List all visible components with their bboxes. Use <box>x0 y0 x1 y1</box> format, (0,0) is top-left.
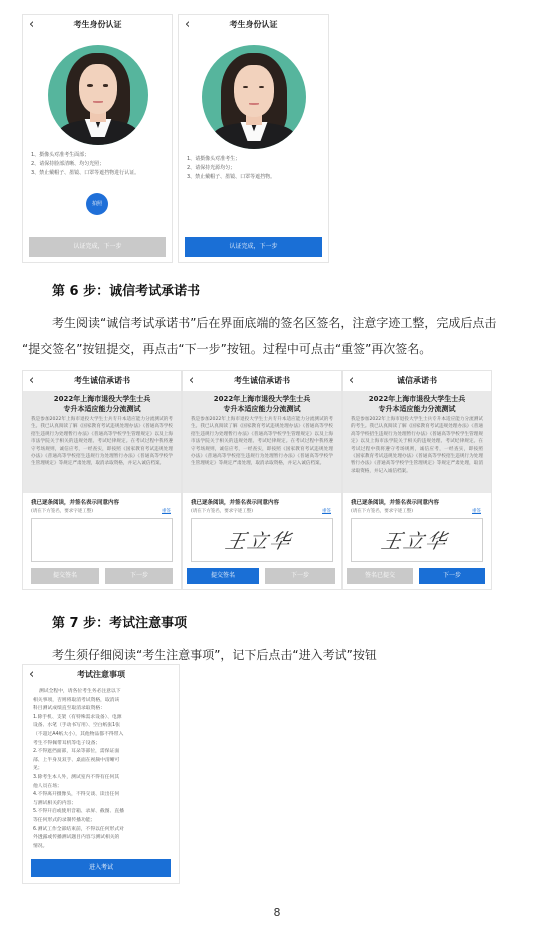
back-icon[interactable]: ‹ <box>189 373 195 388</box>
tip-line: 3、禁止戴帽子、墨镜、口罩等遮挡物。 <box>187 174 276 180</box>
auth-next-button[interactable]: 认证完成，下一步 <box>185 237 322 257</box>
pledge-label: 我已逐条阅读，并签名表示同意内容 <box>31 500 120 506</box>
step6-paragraph-line1: 考生阅读“诚信考试承诺书”后在界面底端的签名区签名，注意字迹工整，完成后点击 <box>52 316 497 330</box>
doc-title-2: 专升本适应能力分流测试 <box>63 405 141 413</box>
screen-title: 考生诚信承诺书 <box>234 376 290 385</box>
tip-line: 3、禁止戴帽子、墨镜、口罩等遮挡物进行认证。 <box>31 170 140 176</box>
pledge-document <box>183 391 341 493</box>
sign-hint: (请在下方签名，要求字迹工整) <box>31 509 94 514</box>
step6-heading: 第 6 步：诚信考试承诺书 <box>52 284 201 299</box>
step6-paragraph-line2: “提交签名”按钮提交，再点击“下一步”按钮。过程中可点击“重签”再次签名。 <box>22 342 432 356</box>
submit-signature-button[interactable]: 提交签名 <box>31 568 99 584</box>
signature-pad[interactable] <box>31 518 173 562</box>
next-button[interactable]: 下一步 <box>419 568 485 584</box>
notice-line: 部、上半身及双手、桌面在视频中清晰可 <box>33 757 120 763</box>
resign-link[interactable]: 重签 <box>322 509 331 514</box>
screen-title: 考生身份认证 <box>73 20 122 29</box>
doc-body: 我是参加2022年上海市退役大学生士兵专升本适应能力分流测试的考生。我已认真阅读了解《国家教育考试违规处理办法》《普通高等学校招生违规行为处理暂行办法》《普通高等学校学生管理规定》以及上海市法学院关于相关的违规处理、考试纪律规定。在考试过程中我将遵守考场规则，诚信应考，一经查实，即按照《国家教育考试违规处理办法》《普通高等学校招生违规行为处理暂行办法》《普通高等学校学生管理规定》等规定严肃处理，取消录取资格，并记入诚信档案。 <box>191 417 333 467</box>
signature-text: 王立华 <box>379 529 451 553</box>
back-icon[interactable]: ‹ <box>349 373 355 388</box>
signature-text: 王立华 <box>223 529 295 553</box>
tip-line: 2、请保持光源均匀； <box>187 165 236 171</box>
pledge-screen-1 <box>22 370 182 590</box>
notice-screen <box>22 664 180 884</box>
notice-line: 相关事项，否则将取消考试资格，取消该 <box>33 697 120 703</box>
notice-line: 3.除考生本人外，测试室内不得有任何其 <box>33 774 120 780</box>
notice-line: 考生不得佩带耳机等电子设备； <box>33 740 101 746</box>
doc-title-2: 专升本适应能力分流测试 <box>378 405 456 413</box>
auth-tips <box>187 155 322 182</box>
sign-hint: (请在下方签名，要求字迹工整) <box>351 509 414 514</box>
screen-header <box>23 665 179 685</box>
resign-link[interactable]: 重签 <box>472 509 481 514</box>
screen-title: 考生身份认证 <box>229 20 278 29</box>
step7-heading: 第 7 步：考试注意事项 <box>52 616 188 631</box>
notice-line: 设备、水笔（手动书写用）、空白纸张1张 <box>33 723 120 729</box>
notice-text <box>33 688 171 851</box>
notice-line: 4.不得离开摄像头，不得交谈、读出任何 <box>33 792 120 798</box>
back-icon[interactable]: ‹ <box>29 17 35 32</box>
notice-line: 2.不得遮挡面部，耳朵等部位，需保证面 <box>33 749 120 755</box>
auth-next-button[interactable]: 认证完成，下一步 <box>29 237 166 257</box>
screen-header <box>179 15 328 35</box>
screen-header <box>23 371 181 391</box>
doc-body: 我是参加2022年上海市退役大学生士兵专升本适应能力分流测试的考生。我已认真阅读了解《国家教育考试违规处理办法》《普通高等学校招生违规行为处理暂行办法》《普通高等学校学生管理规定》以及上海市法学院关于相关的违规处理、考试纪律规定。在考试过程中我将遵守考场规则，诚信应考，一经查实，即按照《国家教育考试违规处理办法》《普通高等学校招生违规行为处理暂行办法》《普通高等学校学生管理规定》等规定严肃处理，取消录取资格，并记入诚信档案。 <box>351 417 483 474</box>
auth-tips <box>31 151 166 178</box>
page-number: 8 <box>273 906 281 919</box>
face-auth-screen-2 <box>178 14 329 263</box>
screen-header <box>183 371 341 391</box>
submit-signature-button[interactable]: 提交签名 <box>187 568 259 584</box>
submit-signature-button[interactable]: 签名已提交 <box>347 568 413 584</box>
screen-title: 考生诚信承诺书 <box>74 376 130 385</box>
face-photo <box>48 45 148 145</box>
pledge-document <box>343 391 491 493</box>
face-auth-screen-1 <box>22 14 173 263</box>
pledge-document <box>23 391 181 493</box>
step7-paragraph: 考生须仔细阅读“考生注意事项”，记下后点击“进入考试”按钮 <box>52 648 377 662</box>
doc-title-1: 2022年上海市退役大学生士兵 <box>368 395 466 403</box>
doc-title-1: 2022年上海市退役大学生士兵 <box>213 395 311 403</box>
tip-line: 1、摄像头对准考生面部； <box>31 152 90 158</box>
notice-line: 测试全程中，请各位考生务必注意以下 <box>39 689 121 694</box>
notice-line: 6.测试工作全部结束前，不得以任何形式对 <box>33 826 124 832</box>
sign-hint: (请在下方签名，要求字迹工整) <box>191 509 254 514</box>
notice-line: 见； <box>33 766 43 772</box>
back-icon[interactable]: ‹ <box>29 373 35 388</box>
pledge-label: 我已逐条阅读，并签名表示同意内容 <box>191 500 280 506</box>
notice-line: 外透露或传播测试题目内容与测试相关的 <box>33 835 120 841</box>
notice-line: 科目测试成绩直至取消录取资格： <box>33 706 105 712</box>
pledge-label: 我已逐条阅读，并签名表示同意内容 <box>351 500 440 506</box>
signature-pad[interactable] <box>191 518 333 562</box>
notice-line: 情况。 <box>33 843 48 849</box>
signature-pad[interactable] <box>351 518 483 562</box>
tip-line: 1、请摄像头对准考生； <box>187 156 241 162</box>
next-button[interactable]: 下一步 <box>105 568 173 584</box>
enter-exam-button[interactable]: 进入考试 <box>31 859 171 877</box>
screen-title: 诚信承诺书 <box>397 376 437 385</box>
doc-body: 我是参加2022年上海市退役大学生士兵专升本适应能力分流测试的考生。我已认真阅读了解《国家教育考试违规处理办法》《普通高等学校招生违规行为处理暂行办法》《普通高等学校学生管理规定》以及上海市法学院关于相关的违规处理、考试纪律规定。在考试过程中我将遵守考场规则，诚信应考，一经查实，即按照《国家教育考试违规处理办法》《普通高等学校招生违规行为处理暂行办法》《普通高等学校学生管理规定》等规定严肃处理，取消录取资格，并记入诚信档案。 <box>31 417 173 467</box>
resign-link[interactable]: 重签 <box>162 509 171 514</box>
notice-line: 等任何形式的录制传播功能； <box>33 817 96 823</box>
screen-header <box>23 15 172 35</box>
notice-line: 1.除手机、支架（有特殊需求设备）、电源 <box>33 714 122 720</box>
tip-line: 2、请保持脸部清晰、均匀光照； <box>31 161 105 167</box>
capture-button[interactable]: 拍照 <box>86 193 108 215</box>
notice-line: （不超过A4纸大小），其他物品都不得带入 <box>33 731 124 737</box>
face-photo <box>202 45 306 149</box>
notice-line: 5.不得开启或使用音箱、录屏、截图、直播 <box>33 809 124 815</box>
doc-title-2: 专升本适应能力分流测试 <box>223 405 301 413</box>
screen-header <box>343 371 491 391</box>
doc-title-1: 2022年上海市退役大学生士兵 <box>53 395 151 403</box>
back-icon[interactable]: ‹ <box>29 667 35 682</box>
notice-line: 与测试相关的内容； <box>33 800 77 806</box>
pledge-screen-3 <box>342 370 492 590</box>
back-icon[interactable]: ‹ <box>185 17 191 32</box>
screen-title: 考试注意事项 <box>77 670 125 679</box>
notice-line: 他人员在场； <box>33 783 62 789</box>
pledge-screen-2 <box>182 370 342 590</box>
next-button[interactable]: 下一步 <box>265 568 335 584</box>
